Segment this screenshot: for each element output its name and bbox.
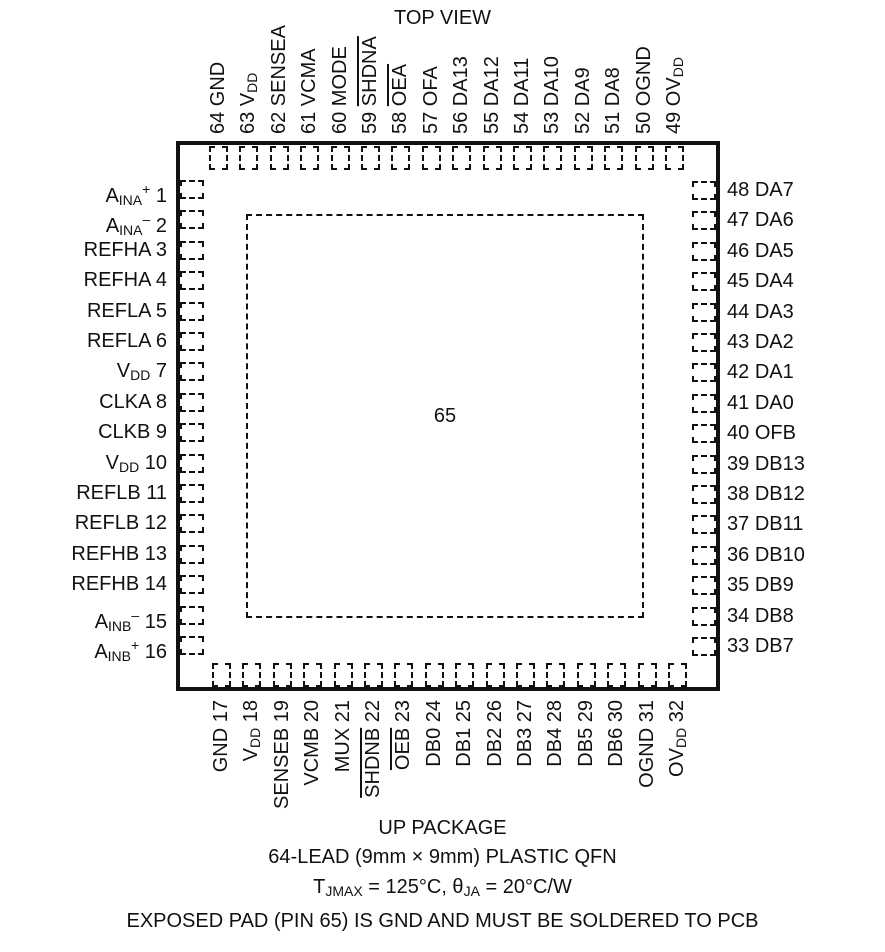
pin-name: REFHB [71,542,140,565]
pin-number: 47 [727,209,750,232]
pin-name: OGND [632,46,655,107]
pin-pad [180,180,204,199]
pin-number: 5 [155,299,167,322]
pin-label-12 [0,511,167,535]
pin-label-55 [480,0,504,134]
pin-label-16 [0,633,167,668]
pin-pad [180,302,204,321]
exposed-pad-note: EXPOSED PAD (PIN 65) IS GND AND MUST BE SOLDERED TO PCB [126,910,759,932]
pin-label-45 [727,269,885,293]
pin-pad [543,146,562,170]
pin-pad [513,146,532,170]
pin-name: VCMB [301,727,324,786]
pin-pad [574,146,593,170]
pin-pad [638,663,657,687]
pin-label-63 [236,0,264,134]
pin-pad [270,146,289,170]
pin-number: 44 [727,300,750,323]
pin-number: 28 [544,700,567,723]
pin-pad [180,241,204,260]
pin-number: 6 [155,330,167,352]
pin-pad [692,211,716,230]
pin-number: 14 [144,573,167,596]
pin-number: 58 [389,111,412,134]
pin-pad [692,637,716,656]
pin-pad [391,146,410,170]
pin-label-34 [727,604,885,628]
pin-label-50 [632,0,656,134]
pin-pad [303,663,322,687]
pin-name: GND [207,61,229,107]
pin-name: DA2 [754,331,794,353]
pin-name: SHDNB [362,727,384,798]
pin-name: DA7 [754,179,794,201]
pin-label-9 [0,420,167,444]
pin-label-58 [388,0,412,134]
pin-pad [180,636,204,655]
pin-label-37 [727,512,885,536]
pin-number: 7 [155,360,167,383]
pin-label-33 [727,634,885,658]
pin-pad [692,363,716,382]
pin-pad [692,485,716,504]
pin-pad [361,146,380,170]
pin-name: SENSEA [267,25,290,107]
pin-number: 10 [144,451,167,474]
pin-name: DA9 [571,67,594,107]
pin-name: GND [210,727,232,773]
pin-name: SHDNA [359,36,381,107]
pin-label-44 [727,300,885,324]
pin-number: 32 [666,700,688,723]
pin-number: 50 [632,111,655,134]
pin-name: DB12 [754,483,805,505]
pin-pad [668,663,687,687]
pin-name: DA6 [754,209,794,232]
pin-number: 46 [727,239,750,262]
pin-name: REFLA [86,299,151,322]
pin-number: 41 [727,391,750,414]
pin-label-13 [0,542,167,566]
pin-name: $A_{INA}^-$ [105,211,151,239]
pin-number: 19 [270,700,293,723]
pin-name: $OV_{DD}$ [663,57,686,107]
pin-number: 24 [422,700,445,723]
pin-number: 38 [727,483,750,505]
pin-name: DA11 [511,57,533,107]
pin-label-49 [662,0,690,134]
pin-number: 40 [727,422,750,445]
pin-number: 8 [155,390,167,413]
pin-pad [425,663,444,687]
pin-pad [273,663,292,687]
pin-name: REFHA [83,238,151,261]
pin-pad [692,394,716,413]
pin-label-46 [727,239,885,263]
pin-label-59 [358,0,382,134]
pin-number: 63 [237,111,260,134]
pin-pad [334,663,353,687]
pin-name: MUX [331,727,354,773]
diagram-title: TOP VIEW [393,7,492,29]
pin-number: 30 [605,700,628,723]
pin-number: 39 [727,452,750,475]
pin-label-41 [727,391,885,415]
pin-number: 60 [328,111,351,134]
pin-name: DB3 [514,727,536,767]
pin-name: $\overline{OEB}$ [392,727,415,771]
pin-number: 12 [144,512,167,535]
pin-name: CLKA [99,390,151,413]
pin-label-64 [206,0,230,134]
pin-number: 37 [727,513,750,536]
pin-pad [635,146,654,170]
pin-name: REFHB [71,573,140,596]
pin-name: DA8 [602,67,625,107]
pin-label-35 [727,573,885,597]
pin-pad [239,146,258,170]
pin-label-48 [727,178,885,202]
pin-number: 53 [541,111,564,134]
pin-label-47 [727,208,885,232]
pin-name: $V_{DD}$ [105,451,140,475]
pin-pad [180,423,204,442]
pin-number: 16 [144,641,167,663]
pin-pad [692,576,716,595]
pin-number: 25 [453,700,476,723]
pin-pad [180,210,204,229]
pin-label-4 [0,268,167,292]
pin-label-61 [297,0,321,134]
pin-label-53 [540,0,564,134]
pin-number: 51 [602,111,625,134]
pin-name: DA10 [541,56,564,107]
pin-pad [394,663,413,687]
package-description: 64-LEAD (9mm × 9mm) PLASTIC QFN [268,846,617,868]
pin-number: 31 [635,700,658,723]
pin-label-38 [727,482,885,506]
pin-name: DA4 [754,270,794,293]
pin-number: 35 [727,574,750,597]
pin-name: DB6 [605,727,628,767]
pin-name: DA5 [754,239,794,262]
pin-label-7 [0,359,167,387]
pin-name: OGND [635,727,658,788]
pin-number: 29 [574,700,597,723]
pin-name: DB1 [453,727,476,767]
pin-pad [692,455,716,474]
pin-label-36 [727,543,885,567]
pin-number: 43 [727,331,750,353]
pin-name: REFHA [83,269,151,292]
pin-label-40 [727,421,885,445]
pin-pad [452,146,471,170]
pin-number: 21 [331,700,354,723]
pin-number: 49 [663,111,685,134]
pin-label-8 [0,390,167,414]
pin-pad [577,663,596,687]
pin-number: 33 [727,635,750,657]
pin-label-5 [0,299,167,323]
pin-pad [209,146,228,170]
pin-label-11 [0,481,167,505]
pin-label-57 [419,0,443,134]
pin-number: 15 [144,610,167,633]
pin-name: $A_{INA}^+$ [105,181,151,208]
pin-number: 48 [727,179,750,201]
pin-number: 61 [298,111,321,134]
pin-number: 20 [301,700,324,723]
pin-pad [692,242,716,261]
pin-pad [180,606,204,625]
pin-name: $OV_{DD}$ [666,727,689,777]
pin-number: 59 [359,111,381,134]
pin-name: DB0 [422,727,445,767]
pin-label-14 [0,572,167,596]
pin-number: 34 [727,604,750,627]
pin-label-42 [727,360,885,384]
pin-pad [692,546,716,565]
pin-name: $\overline{OEA}$ [389,63,412,107]
pin-number: 9 [155,421,167,444]
pin-number: 11 [146,482,167,504]
pin-pad [692,181,716,200]
pin-name: $V_{DD}$ [237,72,261,107]
pin-number: 64 [207,111,229,134]
pin-name: DB11 [754,513,804,536]
thermal-spec: $T_{JMAX} = 125^\circ C$, $\theta_{JA} = 20^\circ C/W$ [313,876,572,899]
pin-label-51 [601,0,625,134]
pin-pad [692,333,716,352]
pin-pad [486,663,505,687]
pin-number: 3 [155,238,167,261]
pin-number: 62 [267,111,290,134]
pin-pad [180,393,204,412]
pin-pad [692,272,716,291]
pin-number: 52 [571,111,594,134]
pin-name: DB2 [483,727,506,767]
package-name: UP PACKAGE [378,817,507,839]
pin-pad [180,454,204,473]
pin-number: 22 [362,700,384,723]
pin-pad [455,663,474,687]
pin-pad [516,663,535,687]
pin-name: VCMA [298,48,321,107]
pin-pad [422,146,441,170]
pin-label-52 [571,0,595,134]
pin-name: DB7 [754,635,794,657]
pin-pad [180,362,204,381]
pin-label-43 [727,330,885,354]
pin-name: DB13 [754,452,805,475]
pin-pad [692,303,716,322]
pin-label-54 [510,0,534,134]
pin-number: 27 [514,700,536,723]
pin-number: 18 [240,700,263,723]
pin-pad [604,146,623,170]
pin-label-39 [727,452,885,476]
pin-name: $A_{INB}^-$ [94,606,140,634]
pin-number: 23 [392,700,415,723]
pin-pad [180,484,204,503]
pin-label-6 [0,329,167,353]
pin-number: 4 [155,269,167,292]
pin-label-10 [0,451,167,479]
pin-number: 42 [727,361,750,384]
pin-pad [300,146,319,170]
pin-number: 55 [480,111,503,134]
pin-pad [180,575,204,594]
pin-pad [483,146,502,170]
pin-pad [692,607,716,626]
pin-number: 56 [450,111,473,134]
pin-name: DB10 [754,543,805,566]
pin-pad [546,663,565,687]
pin-name: CLKB [98,421,151,444]
pin-name: DB8 [754,604,794,627]
pin-name: OFB [754,422,796,445]
pin-name: OFA [419,66,442,107]
pin-pad [180,545,204,564]
pin-pad [331,146,350,170]
pin-label-60 [328,0,352,134]
pin-pad [692,515,716,534]
pin-label-62 [267,0,291,134]
exposed-pad-label: 65 [433,405,457,427]
pin-name: DB4 [544,727,567,767]
pin-name: REFLB [74,512,140,535]
pin-name: $V_{DD}$ [116,360,151,384]
pin-pad [607,663,626,687]
pin-name: $A_{INB}^+$ [94,637,140,664]
pin-label-56 [449,0,473,134]
pin-number: 17 [210,700,232,723]
pin-number: 36 [727,543,750,566]
pin-name: DA1 [754,361,794,384]
pin-pad [180,332,204,351]
pin-number: 1 [155,185,167,207]
pin-number: 57 [419,111,442,134]
pin-number: 26 [483,700,506,723]
pin-number: 2 [155,215,167,238]
pin-name: REFLB [76,482,141,504]
pin-name: MODE [328,46,351,107]
pin-pad [212,663,231,687]
pin-name: DA12 [480,56,503,107]
pin-name: DA3 [754,300,794,323]
pin-name: SENSEB [270,727,293,809]
pin-number: 54 [511,111,533,134]
pin-pad [692,424,716,443]
pin-pad [364,663,383,687]
pin-name: $V_{DD}$ [240,727,264,762]
pin-name: DB5 [574,727,597,767]
pin-name: DA0 [754,391,794,414]
pin-pad [665,146,684,170]
pin-name: DB9 [754,574,794,597]
pin-number: 45 [727,270,750,293]
pin-pad [180,514,204,533]
pin-pad [242,663,261,687]
pin-name: DA13 [450,56,473,107]
pin-label-3 [0,238,167,262]
pin-pad [180,271,204,290]
pin-name: REFLA [86,330,151,352]
pin-number: 13 [144,542,167,565]
